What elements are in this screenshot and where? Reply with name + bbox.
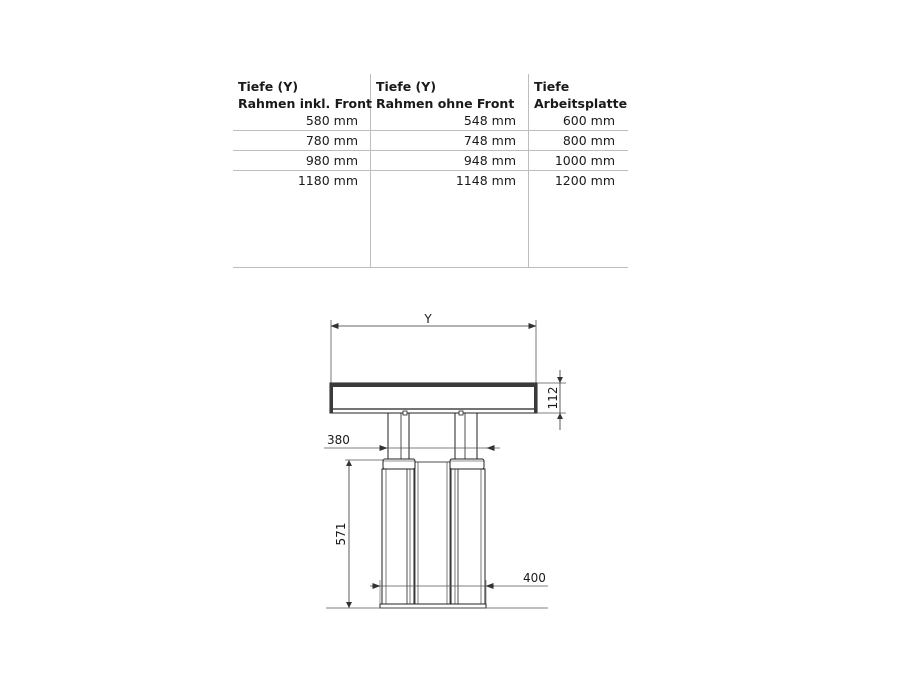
header-line: Tiefe (Y): [238, 79, 299, 94]
header-line: Rahmen inkl. Front: [238, 96, 372, 111]
header-line: Tiefe (Y): [376, 79, 437, 94]
table-cell: 1200 mm: [554, 173, 615, 188]
dimension-label-y: Y: [424, 312, 432, 326]
table-cell: 1180 mm: [297, 173, 358, 188]
dimension-top-height: [537, 370, 566, 430]
dimension-label-571: 571: [334, 522, 348, 546]
table-cell: 600 mm: [562, 113, 615, 128]
table-cell: 1148 mm: [455, 173, 516, 188]
table-cell: 1000 mm: [554, 153, 615, 168]
dimension-label-112: 112: [546, 386, 560, 410]
worktop: [330, 383, 537, 413]
header-line: Arbeitsplatte: [534, 96, 628, 111]
floor-foot: [326, 604, 548, 608]
column-collars: [383, 459, 484, 469]
table-cell: 580 mm: [305, 113, 358, 128]
table-cell: 948 mm: [463, 153, 516, 168]
table-cell: 800 mm: [562, 133, 615, 148]
dimension-label-400: 400: [523, 571, 546, 585]
dimension-width-y: [331, 312, 536, 384]
upper-columns: [388, 411, 477, 460]
table-cell: 748 mm: [463, 133, 516, 148]
table-cell: 548 mm: [463, 113, 516, 128]
dimension-label-380: 380: [327, 433, 350, 447]
lower-columns: [382, 462, 485, 606]
header-line: Tiefe: [534, 79, 570, 94]
table-cell: 980 mm: [305, 153, 358, 168]
table-cell: 780 mm: [305, 133, 358, 148]
header-line: Rahmen ohne Front: [376, 96, 515, 111]
